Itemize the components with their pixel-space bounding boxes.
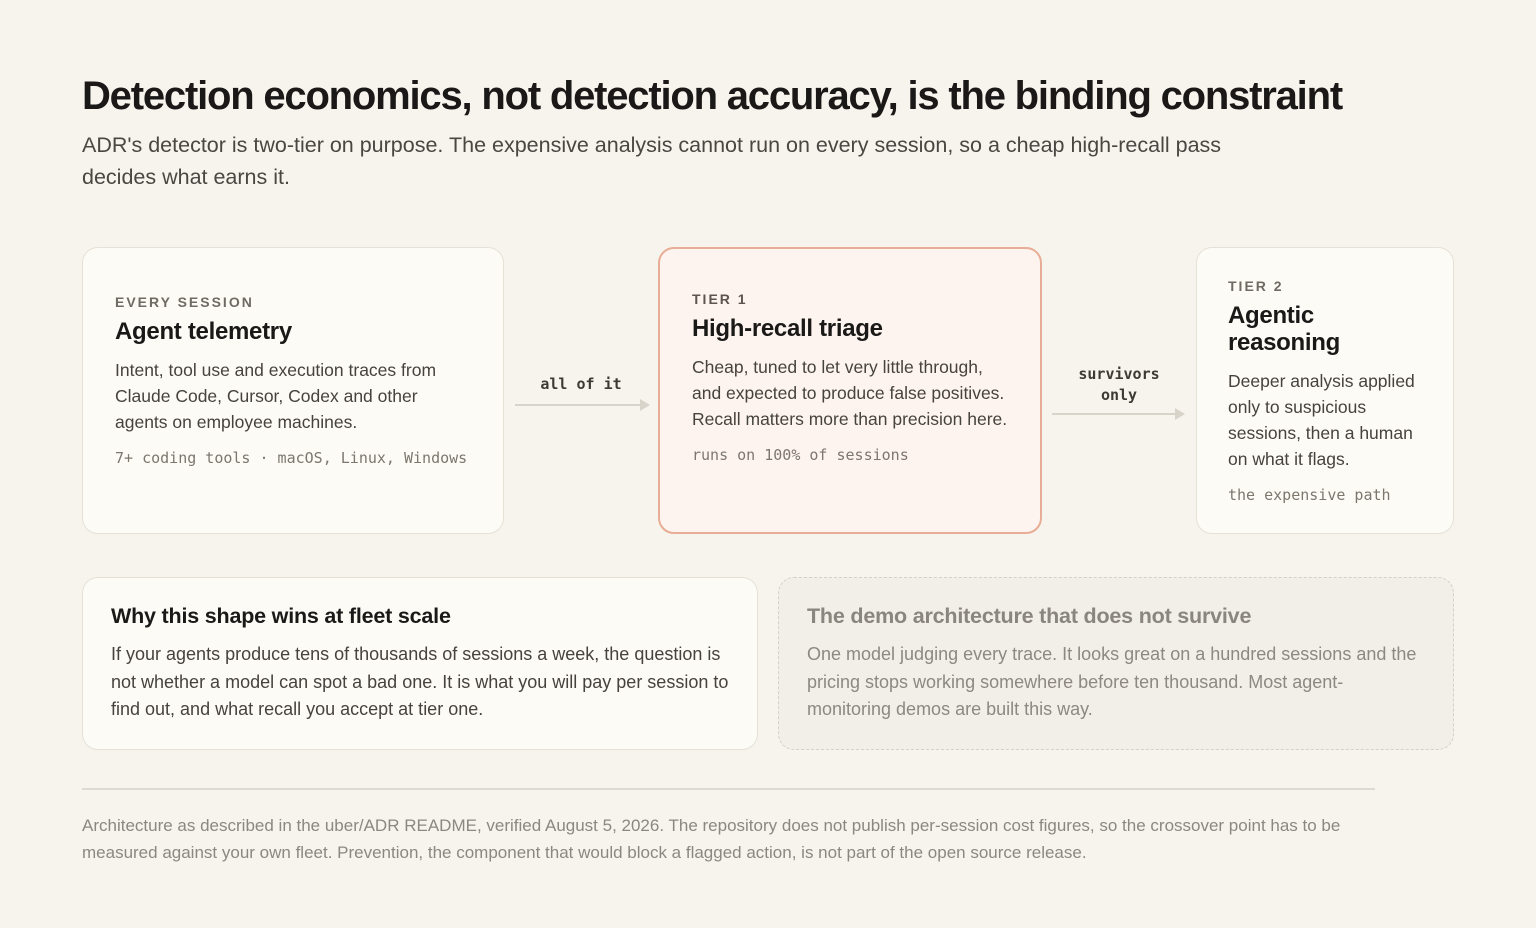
panel-title: Why this shape wins at fleet scale [111, 604, 451, 628]
page-title: Detection economics, not detection accuracy, is the binding constraint [82, 74, 1342, 118]
divider [82, 788, 1375, 790]
stage-eyebrow: TIER 2 [1228, 278, 1284, 294]
page-subtitle: ADR's detector is two-tier on purpose. The expensive analysis cannot run on every session, so a cheap high-recall pass decides what earns it. [82, 133, 1222, 189]
stage-title: Agent telemetry [115, 318, 292, 345]
panel-title: The demo architecture that does not survive [807, 604, 1252, 628]
footnote: Architecture as described in the uber/ADR README, verified August 5, 2026. The repository does not publish per-session cost figures, so the crossover point has to be measured against your own fleet. Prevention, the component that would block a flagged action, is not part of the open source release. [82, 816, 1341, 862]
stage-note: runs on 100% of sessions [692, 446, 909, 464]
stage-note: the expensive path [1228, 486, 1391, 504]
stage-body: Cheap, tuned to let very little through, and expected to produce false positives. Recall matters more than precision here. [692, 357, 1008, 429]
arrow-label-survivors: survivors only [1078, 365, 1160, 404]
stage-card-telemetry [82, 247, 504, 534]
stage-eyebrow: TIER 1 [692, 291, 748, 307]
panel-why-shape-wins [82, 577, 758, 750]
stage-card-tier2 [1196, 247, 1454, 534]
arrow-label-all: all of it [540, 375, 622, 393]
stage-body: Deeper analysis applied only to suspicious sessions, then a human on what it flags. [1228, 371, 1415, 469]
arrow-right-icon [514, 397, 652, 413]
panel-body: If your agents produce tens of thousands of sessions a week, the question is not whether a model can spot a bad one. It is what you will pay per session to find out, and what recall you accept at tier one. [111, 644, 729, 719]
panel-demo-architecture [778, 577, 1454, 750]
stage-title: Agentic reasoning [1228, 302, 1340, 356]
stage-eyebrow: EVERY SESSION [115, 294, 254, 310]
stage-note: 7+ coding tools · macOS, Linux, Windows [115, 449, 468, 467]
panel-body: One model judging every trace. It looks great on a hundred sessions and the pricing stops working somewhere before ten thousand. Most agent-monitoring demos are built this way. [807, 644, 1417, 719]
stage-card-tier1 [658, 247, 1042, 534]
arrow-right-icon [1051, 406, 1189, 422]
stage-body: Intent, tool use and execution traces from Claude Code, Cursor, Codex and other agents on employee machines. [115, 360, 437, 432]
stage-title: High-recall triage [692, 315, 883, 342]
